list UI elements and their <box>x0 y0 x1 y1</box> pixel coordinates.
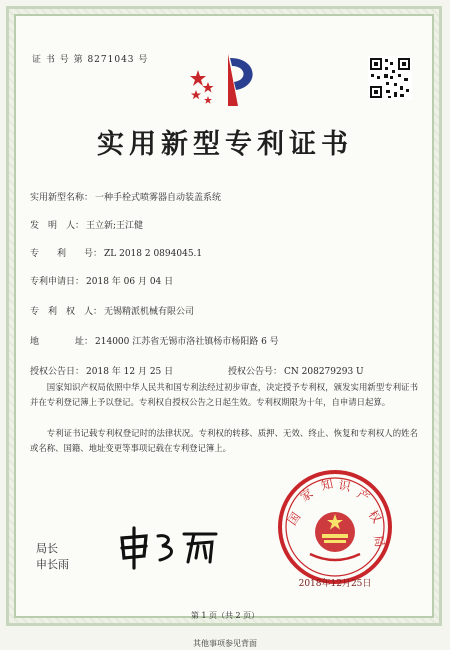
director-name: 申长雨 <box>36 558 69 571</box>
seal-date: 2018年12月25日 <box>298 579 372 589</box>
svg-text:知: 知 <box>319 476 335 493</box>
grant-date-label: 授权公告日： <box>30 367 85 377</box>
utility-model-name-value: 一种手栓式喷雾器自动装盖系统 <box>95 193 222 203</box>
certificate-number: 证 书 号 第 8271043 号 <box>32 55 149 65</box>
patent-number <box>30 246 202 259</box>
patentee <box>30 304 194 317</box>
body-paragraph-register: 专利证书记载专利权登记时的法律状况。专利权的转移、质押、无效、终止、恢复和专利权人的姓名或名称、国籍、地址变更等事项记载在专利登记簿上。 <box>30 428 418 453</box>
svg-text:国: 国 <box>284 509 304 528</box>
address-value: 214000 江苏省无锡市洛社镇杨市杨阳路 6 号 <box>95 337 279 347</box>
patent-number-label: 专 利 号： <box>30 249 103 259</box>
patentee-value: 无锡精派机械有限公司 <box>104 307 195 317</box>
svg-text:局: 局 <box>371 534 387 549</box>
application-date <box>30 274 173 287</box>
page-number: 第 1 页（共 2 页） <box>190 611 260 620</box>
grant-publication-number-value: CN 208279293 U <box>284 367 364 377</box>
director-title: 局长 <box>36 542 58 555</box>
inventor-value: 王立新;王江健 <box>86 221 144 231</box>
application-date-label: 专利申请日： <box>30 277 85 287</box>
inventor <box>30 218 143 231</box>
patent-number-value: ZL 2018 2 0894045.1 <box>104 249 203 259</box>
official-seal-icon <box>276 468 394 586</box>
grant-publication-number <box>228 364 364 377</box>
svg-text:权: 权 <box>365 507 384 526</box>
address-label: 地 址： <box>30 337 94 347</box>
svg-text:识: 识 <box>337 478 352 495</box>
svg-text:产: 产 <box>354 486 373 505</box>
utility-model-name <box>30 190 221 203</box>
patentee-label: 专 利 权 人： <box>30 307 103 317</box>
address <box>30 334 279 347</box>
grant-publication-number-label: 授权公告号： <box>228 367 283 377</box>
grant-date-value: 2018 年 12 月 25 日 <box>86 367 174 377</box>
utility-model-name-label: 实用新型名称： <box>30 193 94 203</box>
qr-code-icon <box>368 56 412 100</box>
grant-date <box>30 364 173 377</box>
body-paragraph-grant: 国家知识产权局依照中华人民共和国专利法经过初步审查，决定授予专利权，颁发实用新型专利证书并在专利登记簿上予以登记。专利权自授权公告之日起生效。专利权期限为十年，自申请日起算。 <box>30 382 418 407</box>
cnipa-emblem-icon <box>188 50 266 110</box>
svg-text:家: 家 <box>297 486 316 505</box>
handwritten-signature <box>112 524 224 570</box>
inventor-label: 发 明 人： <box>30 221 85 231</box>
page-title: 实用新型专利证书 <box>97 129 353 160</box>
application-date-value: 2018 年 06 月 04 日 <box>86 277 174 287</box>
footer-note: 其他事项参见背面 <box>193 639 257 648</box>
